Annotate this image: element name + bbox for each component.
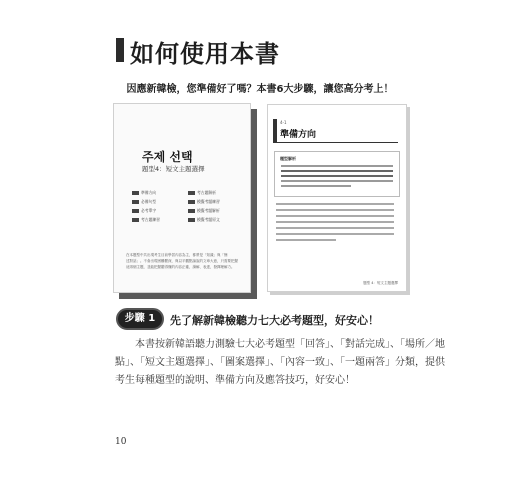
- page-title: 如何使用本書: [130, 40, 280, 68]
- page-number: 10: [115, 437, 127, 447]
- sample-page-right: [267, 104, 407, 292]
- toc-item: 必備句型: [132, 199, 156, 205]
- toc-item: 考古題練習: [132, 217, 160, 223]
- text-line: [276, 215, 394, 217]
- toc-item: 模擬考題原文: [188, 217, 220, 223]
- text-line: [276, 221, 394, 223]
- text-line: [281, 170, 393, 172]
- text-line: [281, 175, 393, 177]
- text-line: [281, 165, 393, 167]
- toc-item: 必考單字: [132, 208, 156, 214]
- text-line: [276, 239, 336, 241]
- title-accent-bar: [116, 38, 124, 62]
- chapter-title: 주제 선택: [142, 150, 193, 164]
- chapter-intro-paragraph: 在本題型中共出現考生目前學習內容為主，都將是「知識」與「簡 述對話」。不會出現困難艱深，與以平觀點論說的文章大意，只需要把握 這兩個主題，並能把握聽得懂的內容正確，讀解、表達，發揮理解力。: [126, 253, 238, 269]
- toc-item: 模擬考題解析: [188, 208, 220, 214]
- step-badge: 步驟 1: [116, 308, 164, 330]
- toc-item: 考古題解析: [188, 190, 216, 196]
- section-divider: [273, 142, 398, 143]
- toc-item: 模擬考題練習: [188, 199, 220, 205]
- step-title: 先了解新韓檢聽力七大必考題型，好安心！: [170, 314, 379, 327]
- toc-item: 準備方向: [132, 190, 156, 196]
- step-description: [115, 336, 445, 390]
- analysis-box-label: 題型解析: [280, 156, 296, 161]
- analysis-box: [274, 151, 400, 197]
- body-line: 考生每種題型的說明、準備方向及應答技巧，好安心！: [115, 375, 355, 386]
- text-line: [281, 180, 393, 182]
- section-title: 準備方向: [280, 130, 317, 140]
- body-line: 點」、「短文主題選擇」、「圖案選擇」、「內容一致」、「一題兩答」分類，提供: [115, 357, 445, 368]
- section-number: 4-1: [280, 120, 287, 125]
- text-line: [276, 203, 394, 205]
- body-line: 本書按新韓語聽力測驗七大必考題型「回答」、「對話完成」、「場所／地: [135, 339, 445, 350]
- page-footer: 題型 4：短文主題選擇: [363, 281, 398, 285]
- text-line: [276, 209, 394, 211]
- text-line: [276, 233, 394, 235]
- chapter-subtitle: 題型4：短文主題選擇: [142, 165, 205, 173]
- sample-page-left: [113, 103, 251, 293]
- text-line: [276, 227, 394, 229]
- text-line: [281, 185, 351, 187]
- section-accent-bar: [273, 119, 277, 143]
- intro-text: 因應新韓檢，您準備好了嗎？本書6大步驟，讓您高分考上！: [126, 84, 394, 95]
